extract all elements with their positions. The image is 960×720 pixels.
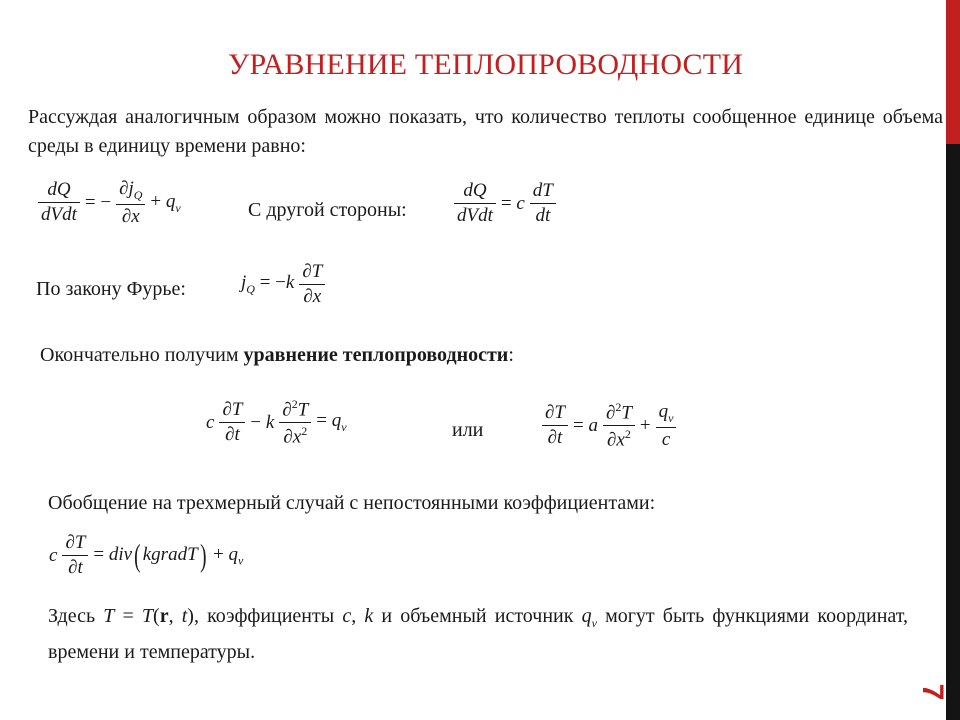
- equation-heat-balance: $\frac{dQ}{\text{dVdt}}$ = − $\frac{\partial j_Q}{\partial x}$ + $q_v$: [36, 178, 184, 228]
- equation-3d-general: c $\frac{\partial T}{\partial t}$ = div( kgradT) + $q_v$: [49, 532, 244, 578]
- equation-heat-conduction: c $\frac{\partial T}{\partial t}$ − k $\frac{\partial^2T}{\partial x^2}$ = $q_v$: [206, 397, 347, 448]
- final-statement: Окончательно получим уравнение теплопроводности:: [40, 344, 514, 366]
- equation-fourier-law: $j_Q = -k$ $\frac{\partial T}{\partial x}$: [238, 261, 327, 308]
- slide-number: 7: [916, 683, 949, 701]
- equation-heat-conduction-alt: $\frac{\partial T}{\partial t}$ = a $\frac{\partial^2T}{\partial x^2}$ + $\frac{q_v}{c}$: [540, 400, 678, 452]
- equation-heat-capacity: $\frac{dQ}{\text{dVdt}}$ = c $\frac{dT}{dt}$: [452, 180, 558, 227]
- other-side-label: С другой стороны:: [248, 199, 407, 221]
- generalization-text: Обобщение на трехмерный случай с непостоянными коэффициентами:: [48, 492, 656, 514]
- slide-title: УРАВНЕНИЕ ТЕПЛОПРОВОДНОСТИ: [228, 48, 744, 81]
- or-label: или: [452, 419, 484, 441]
- sidebar-accent-red: [946, 0, 960, 144]
- fourier-label: По закону Фурье:: [36, 278, 186, 300]
- intro-paragraph: Рассуждая аналогичным образом можно показать, что количество теплоты сообщенное единице объема среды в единицу времени равно:: [28, 106, 943, 157]
- note-paragraph: Здесь T = T(r, t), коэффициенты c, k и объемный источник $q_v$ могут быть функциями координат, времени и температуры.: [48, 605, 909, 663]
- sidebar-accent-black: [946, 144, 960, 720]
